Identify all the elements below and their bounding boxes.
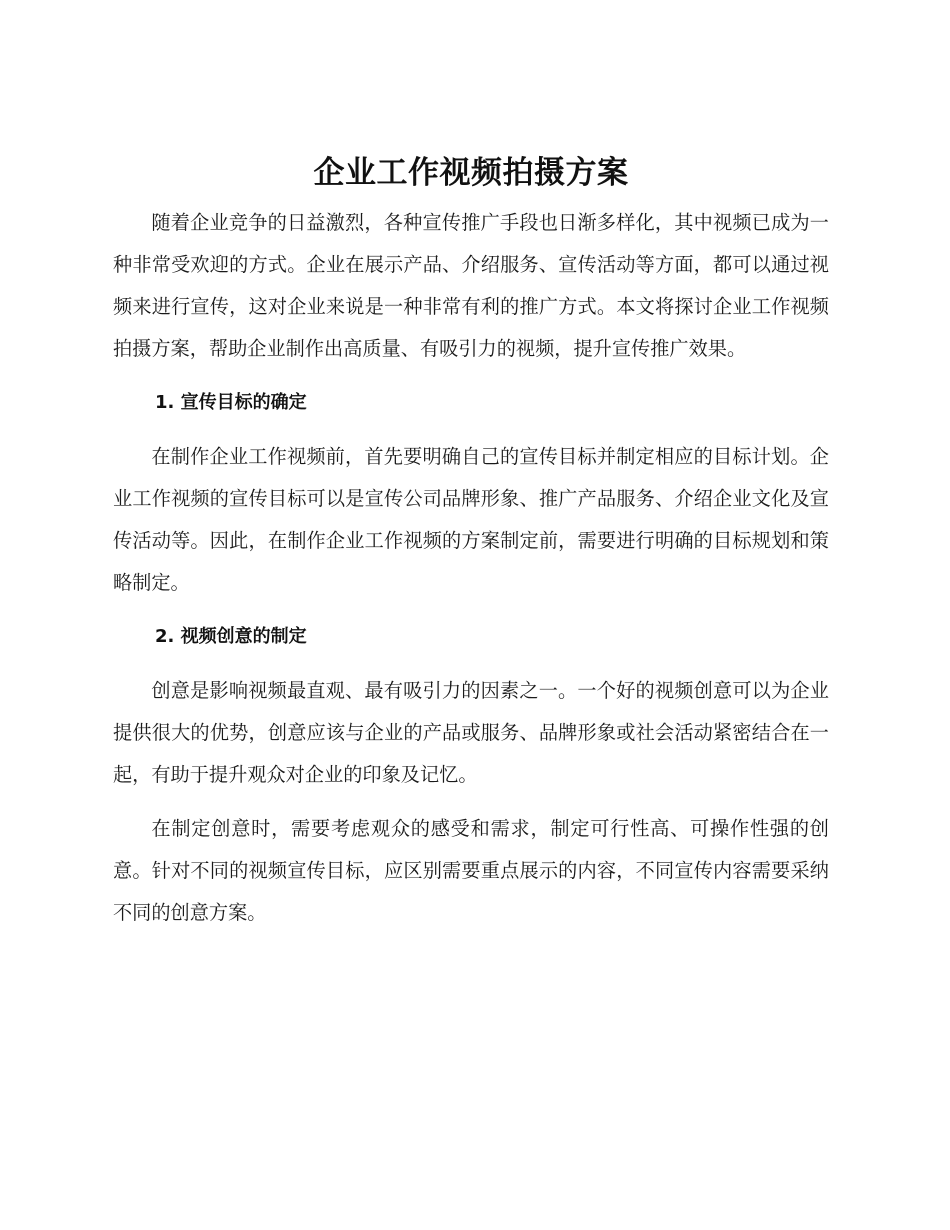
section-creative-paragraph-1: 创意是影响视频最直观、最有吸引力的因素之一。一个好的视频创意可以为企业提供很大的优势，创意应该与企业的产品或服务、品牌形象或社会活动紧密结合在一起，有助于提升观众对企业的印象及记忆。 [113, 679, 829, 786]
section-heading-creative: 2. 视频创意的制定 [155, 626, 307, 647]
document-body [113, 150, 829, 946]
section-creative-paragraph-2: 在制定创意时，需要考虑观众的感受和需求，制定可行性高、可操作性强的创意。针对不同的视频宣传目标，应区别需要重点展示的内容，不同宣传内容需要采纳不同的创意方案。 [113, 817, 829, 924]
intro-paragraph: 随着企业竞争的日益激烈，各种宣传推广手段也日渐多样化，其中视频已成为一种非常受欢迎的方式。企业在展示产品、介绍服务、宣传活动等方面，都可以通过视频来进行宣传，这对企业来说是一种非常有利的推广方式。本文将探讨企业工作视频拍摄方案，帮助企业制作出高质量、有吸引力的视频，提升宣传推广效果。 [113, 211, 829, 360]
section-goals-paragraph: 在制作企业工作视频前，首先要明确自己的宣传目标并制定相应的目标计划。企业工作视频的宣传目标可以是宣传公司品牌形象、推广产品服务、介绍企业文化及宣传活动等。因此，在制作企业工作视频的方案制定前，需要进行明确的目标规划和策略制定。 [113, 445, 829, 594]
section-heading-goals: 1. 宣传目标的确定 [155, 392, 307, 413]
document-title: 企业工作视频拍摄方案 [313, 155, 629, 191]
